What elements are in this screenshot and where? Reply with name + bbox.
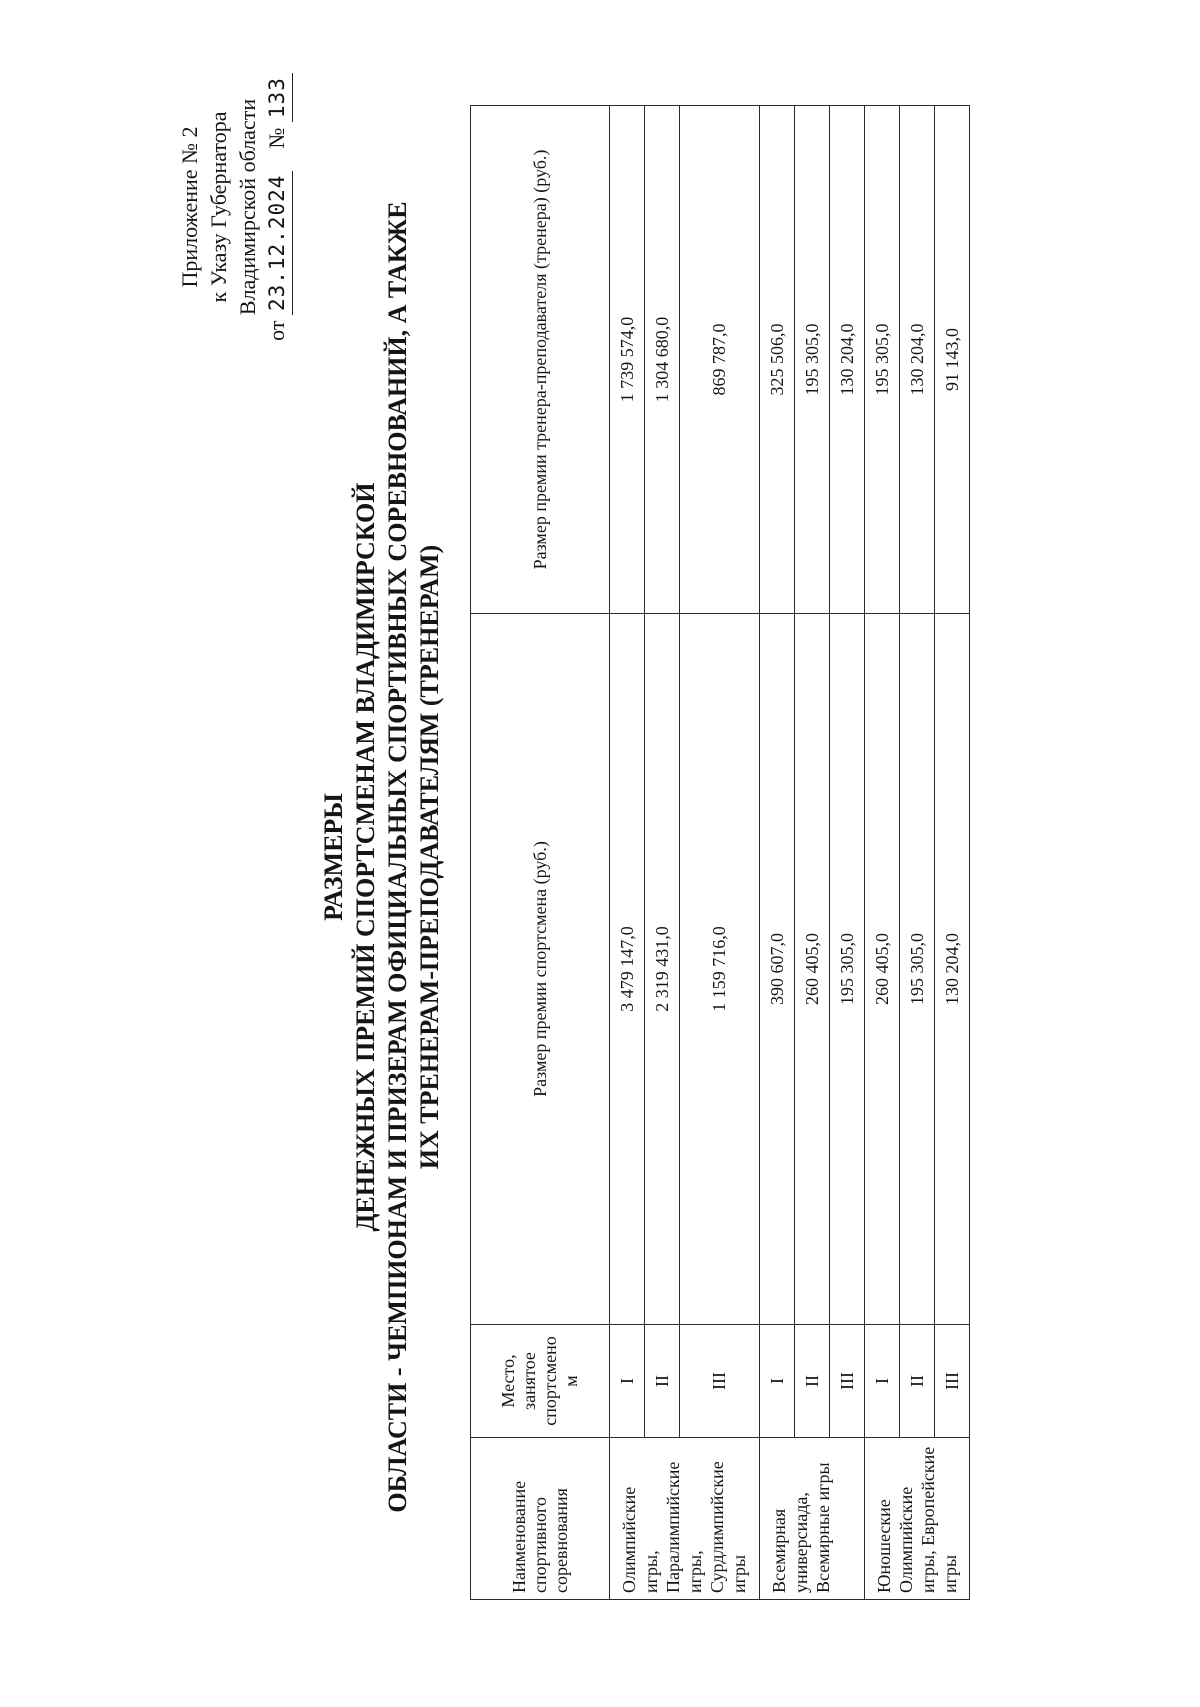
coach-prize-cell: 325 506,0 xyxy=(760,106,795,614)
table-row xyxy=(645,106,680,1600)
table-row xyxy=(935,106,970,1600)
table-row xyxy=(795,106,830,1600)
athlete-prize-cell: 2 319 431,0 xyxy=(645,614,680,1325)
coach-prize-cell: 1 304 680,0 xyxy=(645,106,680,614)
table-row xyxy=(900,106,935,1600)
prize-table xyxy=(470,105,970,1600)
appendix-line-1: Приложение № 2 xyxy=(177,126,202,288)
table-row xyxy=(865,106,900,1600)
appendix-line-3: Владимирской области xyxy=(235,98,260,316)
decree-number: 133 xyxy=(263,73,293,122)
place-cell: I xyxy=(610,1325,645,1438)
document-title xyxy=(318,147,446,1567)
coach-prize-cell: 130 204,0 xyxy=(900,106,935,614)
place-cell: I xyxy=(865,1325,900,1438)
table-row xyxy=(830,106,865,1600)
header-place: Место, занятое спортсмено м xyxy=(471,1325,610,1438)
table-row xyxy=(760,106,795,1600)
table-header-row xyxy=(471,106,610,1600)
table-row xyxy=(610,106,645,1600)
appendix-date-line xyxy=(262,37,293,377)
place-cell: II xyxy=(900,1325,935,1438)
place-cell: III xyxy=(935,1325,970,1438)
coach-prize-cell: 91 143,0 xyxy=(935,106,970,614)
competition-name: Всемирная универсиада, Всемирные игры xyxy=(760,1438,865,1600)
title-line-1: РАЗМЕРЫ xyxy=(319,793,348,921)
date-prefix: от xyxy=(264,320,289,341)
table-row xyxy=(680,106,760,1600)
athlete-prize-cell: 260 405,0 xyxy=(795,614,830,1325)
athlete-prize-cell: 3 479 147,0 xyxy=(610,614,645,1325)
place-cell: II xyxy=(645,1325,680,1438)
title-line-2: ДЕНЕЖНЫХ ПРЕМИЙ СПОРТСМЕНАМ ВЛАДИМИРСКОЙ xyxy=(351,482,380,1232)
header-competition: Наименование спортивного соревнования xyxy=(471,1438,610,1600)
competition-name: Олимпийские игры, Паралимпийские игры, Сурдлимпийские игры xyxy=(610,1438,760,1600)
place-cell: III xyxy=(830,1325,865,1438)
place-cell: III xyxy=(680,1325,760,1438)
athlete-prize-cell: 260 405,0 xyxy=(865,614,900,1325)
header-coach-prize: Размер премии тренера-преподавателя (тренера) (руб.) xyxy=(471,106,610,614)
athlete-prize-cell: 195 305,0 xyxy=(830,614,865,1325)
coach-prize-cell: 195 305,0 xyxy=(795,106,830,614)
coach-prize-cell: 130 204,0 xyxy=(830,106,865,614)
coach-prize-cell: 869 787,0 xyxy=(680,106,760,614)
header-athlete-prize: Размер премии спортсмена (руб.) xyxy=(471,614,610,1325)
place-cell: I xyxy=(760,1325,795,1438)
athlete-prize-cell: 390 607,0 xyxy=(760,614,795,1325)
number-prefix: № xyxy=(264,127,289,149)
decree-date: 23.12.2024 xyxy=(263,171,293,315)
title-line-3: ОБЛАСТИ - ЧЕМПИОНАМ И ПРИЗЕРАМ ОФИЦИАЛЬНЫХ СПОРТИВНЫХ СОРЕВНОВАНИЙ, А ТАКЖЕ xyxy=(383,201,412,1513)
coach-prize-cell: 195 305,0 xyxy=(865,106,900,614)
athlete-prize-cell: 1 159 716,0 xyxy=(680,614,760,1325)
appendix-note xyxy=(175,37,293,377)
competition-name: Юношеские Олимпийские игры, Европейские игры xyxy=(865,1438,970,1600)
place-cell: II xyxy=(795,1325,830,1438)
athlete-prize-cell: 195 305,0 xyxy=(900,614,935,1325)
athlete-prize-cell: 130 204,0 xyxy=(935,614,970,1325)
coach-prize-cell: 1 739 574,0 xyxy=(610,106,645,614)
appendix-line-2: к Указу Губернатора xyxy=(206,111,231,303)
title-line-4: ИХ ТРЕНЕРАМ-ПРЕПОДАВАТЕЛЯМ (ТРЕНЕРАМ) xyxy=(415,544,444,1170)
